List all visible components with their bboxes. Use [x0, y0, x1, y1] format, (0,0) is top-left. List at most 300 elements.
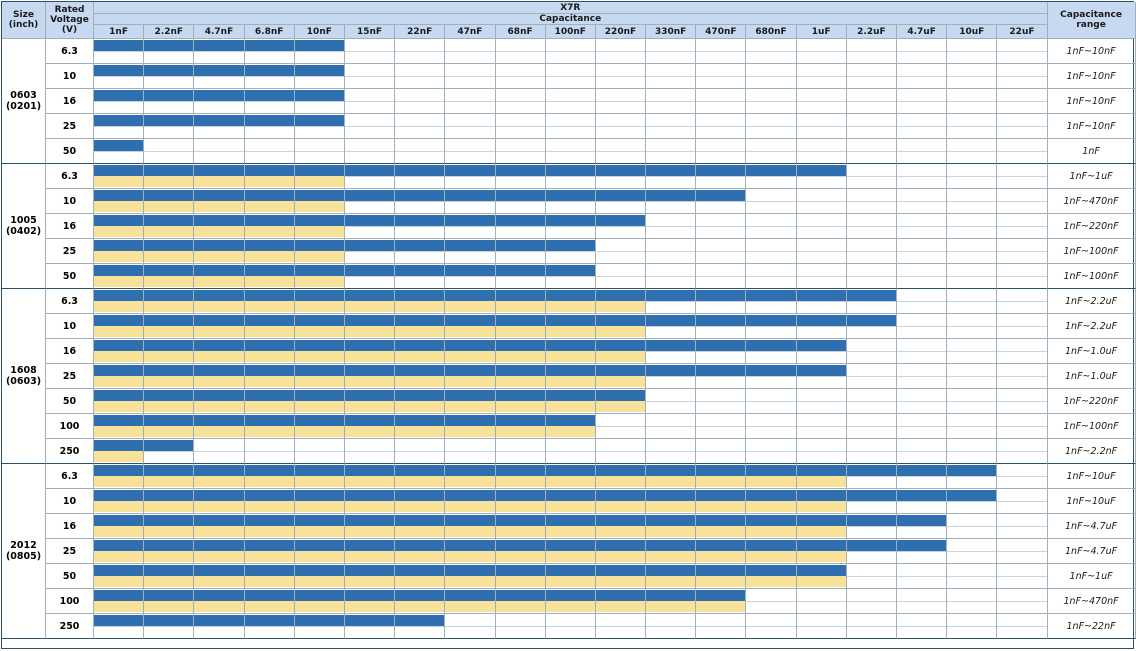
data-cell	[245, 64, 295, 89]
yellow-bar-segment	[646, 576, 695, 587]
blue-bar-segment	[395, 215, 444, 226]
blue-bar-segment	[395, 565, 444, 576]
data-cell	[295, 314, 345, 339]
yellow-bar-segment	[546, 326, 595, 337]
data-cell	[94, 414, 144, 439]
yellow-bar-segment	[445, 401, 494, 412]
yellow-bar-segment	[295, 526, 344, 537]
data-cell	[596, 589, 646, 614]
data-cell	[797, 239, 847, 264]
data-cell	[245, 539, 295, 564]
data-cell	[646, 264, 696, 289]
data-cell	[897, 314, 947, 339]
data-cell	[194, 539, 244, 564]
yellow-bar-segment	[295, 301, 344, 312]
blue-bar-segment	[94, 540, 143, 551]
blue-bar-segment	[496, 365, 545, 376]
data-cell	[245, 189, 295, 214]
data-cell	[546, 389, 596, 414]
yellow-bar-segment	[596, 576, 645, 587]
data-cell	[194, 139, 244, 164]
blue-bar-segment	[445, 415, 494, 426]
data-cell	[546, 239, 596, 264]
yellow-bar-segment	[144, 476, 193, 487]
data-cell	[897, 39, 947, 64]
yellow-bar-segment	[194, 251, 243, 262]
data-cell	[646, 139, 696, 164]
size-cell: 1608 (0603)	[2, 289, 46, 464]
yellow-bar-segment	[345, 526, 394, 537]
data-cell	[696, 139, 746, 164]
yellow-bar-segment	[496, 501, 545, 512]
data-cell	[646, 289, 696, 314]
data-cell	[496, 339, 546, 364]
data-cell	[194, 389, 244, 414]
yellow-bar-segment	[395, 476, 444, 487]
data-cell	[295, 539, 345, 564]
blue-bar-segment	[797, 365, 846, 376]
blue-bar-segment	[947, 465, 996, 476]
blue-bar-segment	[445, 465, 494, 476]
yellow-bar-segment	[445, 476, 494, 487]
data-cell	[646, 614, 696, 639]
data-cell	[245, 314, 295, 339]
yellow-bar-segment	[696, 526, 745, 537]
data-cell	[746, 239, 796, 264]
data-cell	[596, 414, 646, 439]
data-cell	[345, 264, 395, 289]
blue-bar-segment	[445, 490, 494, 501]
data-cell	[646, 564, 696, 589]
data-cell	[746, 514, 796, 539]
yellow-bar-segment	[546, 551, 595, 562]
data-cell	[897, 389, 947, 414]
blue-bar-segment	[947, 490, 996, 501]
data-cell	[696, 339, 746, 364]
data-cell	[696, 464, 746, 489]
data-cell	[345, 464, 395, 489]
blue-bar-segment	[345, 415, 394, 426]
blue-bar-segment	[94, 440, 143, 451]
data-cell	[295, 89, 345, 114]
data-cell	[847, 114, 897, 139]
blue-bar-segment	[445, 340, 494, 351]
data-cell	[696, 239, 746, 264]
blue-bar-segment	[797, 340, 846, 351]
data-cell	[194, 39, 244, 64]
data-cell	[245, 239, 295, 264]
blue-bar-segment	[94, 90, 143, 101]
yellow-bar-segment	[596, 401, 645, 412]
voltage-cell: 10	[46, 314, 94, 339]
blue-bar-segment	[194, 590, 243, 601]
yellow-bar-segment	[696, 576, 745, 587]
data-cell	[144, 39, 194, 64]
data-cell	[797, 214, 847, 239]
yellow-bar-segment	[144, 551, 193, 562]
data-cell	[797, 364, 847, 389]
blue-bar-segment	[94, 565, 143, 576]
blue-bar-segment	[797, 315, 846, 326]
data-cell	[997, 264, 1047, 289]
data-cell	[496, 314, 546, 339]
data-cell	[445, 289, 495, 314]
blue-bar-segment	[144, 590, 193, 601]
yellow-bar-segment	[445, 501, 494, 512]
data-cell	[496, 564, 546, 589]
data-cell	[144, 439, 194, 464]
data-cell	[94, 89, 144, 114]
yellow-bar-segment	[395, 426, 444, 437]
blue-bar-segment	[496, 465, 545, 476]
blue-bar-segment	[696, 590, 745, 601]
blue-bar-segment	[696, 490, 745, 501]
data-cell	[395, 414, 445, 439]
yellow-bar-segment	[445, 551, 494, 562]
blue-bar-segment	[696, 290, 745, 301]
data-cell	[144, 114, 194, 139]
blue-bar-segment	[596, 315, 645, 326]
yellow-bar-segment	[245, 601, 294, 612]
yellow-bar-segment	[596, 526, 645, 537]
data-cell	[746, 439, 796, 464]
yellow-bar-segment	[445, 526, 494, 537]
yellow-bar-segment	[144, 401, 193, 412]
data-cell	[94, 239, 144, 264]
blue-bar-segment	[646, 340, 695, 351]
data-cell	[746, 214, 796, 239]
yellow-bar-segment	[596, 476, 645, 487]
data-cell	[897, 114, 947, 139]
blue-bar-segment	[746, 315, 795, 326]
yellow-bar-segment	[496, 526, 545, 537]
data-cell	[395, 339, 445, 364]
data-cell	[746, 589, 796, 614]
data-cell	[797, 389, 847, 414]
blue-bar-segment	[546, 165, 595, 176]
blue-bar-segment	[194, 240, 243, 251]
blue-bar-segment	[496, 240, 545, 251]
data-cell	[445, 439, 495, 464]
data-cell	[947, 89, 997, 114]
data-cell	[797, 589, 847, 614]
yellow-bar-segment	[395, 401, 444, 412]
column-header-1uF: 1uF	[797, 25, 847, 39]
data-cell	[395, 314, 445, 339]
data-cell	[546, 39, 596, 64]
data-cell	[445, 414, 495, 439]
blue-bar-segment	[546, 240, 595, 251]
data-cell	[797, 64, 847, 89]
range-cell: 1nF~22nF	[1048, 614, 1136, 639]
blue-bar-segment	[395, 465, 444, 476]
voltage-cell: 250	[46, 439, 94, 464]
data-cell	[395, 39, 445, 64]
data-cell	[997, 564, 1047, 589]
data-cell	[847, 589, 897, 614]
yellow-bar-segment	[94, 351, 143, 362]
column-header-47nF: 47nF	[445, 25, 495, 39]
blue-bar-segment	[496, 340, 545, 351]
blue-bar-segment	[94, 590, 143, 601]
data-cell	[144, 214, 194, 239]
yellow-bar-segment	[194, 276, 243, 287]
data-cell	[496, 89, 546, 114]
yellow-bar-segment	[596, 551, 645, 562]
data-cell	[94, 164, 144, 189]
data-cell	[295, 514, 345, 539]
data-cell	[947, 414, 997, 439]
blue-bar-segment	[295, 490, 344, 501]
yellow-bar-segment	[245, 201, 294, 212]
column-header-68nF: 68nF	[496, 25, 546, 39]
blue-bar-segment	[94, 190, 143, 201]
data-cell	[596, 614, 646, 639]
data-cell	[997, 489, 1047, 514]
data-cell	[94, 339, 144, 364]
data-cell	[94, 614, 144, 639]
data-cell	[897, 214, 947, 239]
yellow-bar-segment	[194, 226, 243, 237]
data-cell	[395, 589, 445, 614]
yellow-bar-segment	[194, 551, 243, 562]
data-cell	[245, 264, 295, 289]
data-cell	[395, 564, 445, 589]
yellow-bar-segment	[144, 376, 193, 387]
blue-bar-segment	[445, 390, 494, 401]
data-cell	[546, 214, 596, 239]
data-cell	[295, 239, 345, 264]
yellow-bar-segment	[395, 326, 444, 337]
data-cell	[295, 614, 345, 639]
blue-bar-segment	[395, 490, 444, 501]
data-cell	[847, 164, 897, 189]
data-cell	[445, 364, 495, 389]
data-cell	[395, 464, 445, 489]
blue-bar-segment	[245, 415, 294, 426]
yellow-bar-segment	[445, 576, 494, 587]
data-cell	[696, 489, 746, 514]
blue-bar-segment	[646, 565, 695, 576]
yellow-bar-segment	[546, 351, 595, 362]
data-cell	[295, 214, 345, 239]
blue-bar-segment	[445, 315, 494, 326]
blue-bar-segment	[144, 190, 193, 201]
data-cell	[546, 414, 596, 439]
data-cell	[746, 139, 796, 164]
blue-bar-segment	[395, 340, 444, 351]
data-cell	[395, 139, 445, 164]
blue-bar-segment	[746, 515, 795, 526]
data-cell	[496, 389, 546, 414]
data-cell	[997, 139, 1047, 164]
range-cell: 1nF~220nF	[1048, 214, 1136, 239]
data-cell	[696, 114, 746, 139]
data-cell	[797, 514, 847, 539]
column-header-15nF: 15nF	[345, 25, 395, 39]
blue-bar-segment	[345, 515, 394, 526]
blue-bar-segment	[245, 265, 294, 276]
data-cell	[897, 464, 947, 489]
blue-bar-segment	[395, 165, 444, 176]
blue-bar-segment	[797, 540, 846, 551]
range-cell: 1nF~2.2uF	[1048, 289, 1136, 314]
data-cell	[947, 39, 997, 64]
data-cell	[295, 414, 345, 439]
column-header-22uF: 22uF	[997, 25, 1047, 39]
blue-bar-segment	[295, 40, 344, 51]
yellow-bar-segment	[496, 551, 545, 562]
blue-bar-segment	[245, 615, 294, 626]
data-cell	[596, 114, 646, 139]
yellow-bar-segment	[445, 376, 494, 387]
blue-bar-segment	[797, 490, 846, 501]
blue-bar-segment	[395, 190, 444, 201]
data-cell	[245, 514, 295, 539]
data-cell	[345, 289, 395, 314]
data-cell	[245, 589, 295, 614]
yellow-bar-segment	[144, 351, 193, 362]
data-cell	[897, 139, 947, 164]
data-cell	[144, 514, 194, 539]
blue-bar-segment	[546, 565, 595, 576]
data-cell	[295, 139, 345, 164]
data-cell	[546, 189, 596, 214]
column-header-2.2uF: 2.2uF	[847, 25, 897, 39]
yellow-bar-segment	[245, 226, 294, 237]
yellow-bar-segment	[345, 551, 394, 562]
data-cell	[847, 189, 897, 214]
blue-bar-segment	[295, 465, 344, 476]
data-cell	[345, 314, 395, 339]
blue-bar-segment	[696, 340, 745, 351]
data-cell	[345, 564, 395, 589]
data-cell	[947, 114, 997, 139]
data-cell	[847, 564, 897, 589]
blue-bar-segment	[194, 165, 243, 176]
data-cell	[997, 464, 1047, 489]
data-cell	[94, 314, 144, 339]
yellow-bar-segment	[345, 401, 394, 412]
data-cell	[847, 614, 897, 639]
data-cell	[295, 389, 345, 414]
range-cell: 1nF~100nF	[1048, 239, 1136, 264]
data-cell	[194, 414, 244, 439]
voltage-cell: 6.3	[46, 39, 94, 64]
blue-bar-segment	[546, 540, 595, 551]
data-cell	[546, 464, 596, 489]
range-cell: 1nF~10nF	[1048, 89, 1136, 114]
blue-bar-segment	[245, 165, 294, 176]
blue-bar-segment	[646, 165, 695, 176]
blue-bar-segment	[496, 540, 545, 551]
data-cell	[847, 39, 897, 64]
data-cell	[445, 89, 495, 114]
size-cell: 0603 (0201)	[2, 39, 46, 164]
data-cell	[947, 539, 997, 564]
data-cell	[245, 214, 295, 239]
data-cell	[496, 114, 546, 139]
data-cell	[194, 564, 244, 589]
yellow-bar-segment	[797, 576, 846, 587]
yellow-bar-segment	[295, 276, 344, 287]
data-cell	[596, 514, 646, 539]
voltage-cell: 250	[46, 614, 94, 639]
blue-bar-segment	[546, 315, 595, 326]
yellow-bar-segment	[395, 551, 444, 562]
data-cell	[746, 389, 796, 414]
blue-bar-segment	[596, 190, 645, 201]
yellow-bar-segment	[295, 251, 344, 262]
blue-bar-segment	[245, 190, 294, 201]
data-cell	[295, 64, 345, 89]
voltage-cell: 10	[46, 189, 94, 214]
data-cell	[997, 614, 1047, 639]
blue-bar-segment	[395, 615, 444, 626]
yellow-bar-segment	[144, 201, 193, 212]
blue-bar-segment	[696, 190, 745, 201]
column-header-220nF: 220nF	[596, 25, 646, 39]
data-cell	[997, 414, 1047, 439]
blue-bar-segment	[445, 540, 494, 551]
yellow-bar-segment	[144, 251, 193, 262]
data-cell	[395, 514, 445, 539]
data-cell	[646, 64, 696, 89]
blue-bar-segment	[395, 290, 444, 301]
data-cell	[345, 389, 395, 414]
data-cell	[94, 489, 144, 514]
blue-bar-segment	[596, 340, 645, 351]
data-cell	[144, 139, 194, 164]
data-cell	[194, 364, 244, 389]
blue-bar-segment	[395, 240, 444, 251]
data-cell	[245, 164, 295, 189]
data-cell	[646, 164, 696, 189]
blue-bar-segment	[496, 215, 545, 226]
blue-bar-segment	[696, 165, 745, 176]
blue-bar-segment	[797, 290, 846, 301]
yellow-bar-segment	[746, 551, 795, 562]
yellow-bar-segment	[295, 376, 344, 387]
data-cell	[445, 614, 495, 639]
blue-bar-segment	[646, 290, 695, 301]
data-cell	[746, 89, 796, 114]
data-cell	[947, 314, 997, 339]
yellow-bar-segment	[94, 426, 143, 437]
yellow-bar-segment	[94, 176, 143, 187]
data-cell	[144, 489, 194, 514]
blue-bar-segment	[295, 540, 344, 551]
voltage-header: Rated Voltage (V)	[46, 2, 94, 39]
yellow-bar-segment	[345, 476, 394, 487]
data-cell	[947, 139, 997, 164]
yellow-bar-segment	[596, 601, 645, 612]
yellow-bar-segment	[345, 426, 394, 437]
data-cell	[847, 314, 897, 339]
data-cell	[496, 164, 546, 189]
column-header-2.2nF: 2.2nF	[144, 25, 194, 39]
data-cell	[295, 489, 345, 514]
data-cell	[395, 614, 445, 639]
yellow-bar-segment	[194, 601, 243, 612]
yellow-bar-segment	[496, 401, 545, 412]
blue-bar-segment	[496, 190, 545, 201]
data-cell	[696, 214, 746, 239]
range-cell: 1nF~2.2nF	[1048, 439, 1136, 464]
blue-bar-segment	[445, 590, 494, 601]
blue-bar-segment	[245, 290, 294, 301]
data-cell	[646, 39, 696, 64]
